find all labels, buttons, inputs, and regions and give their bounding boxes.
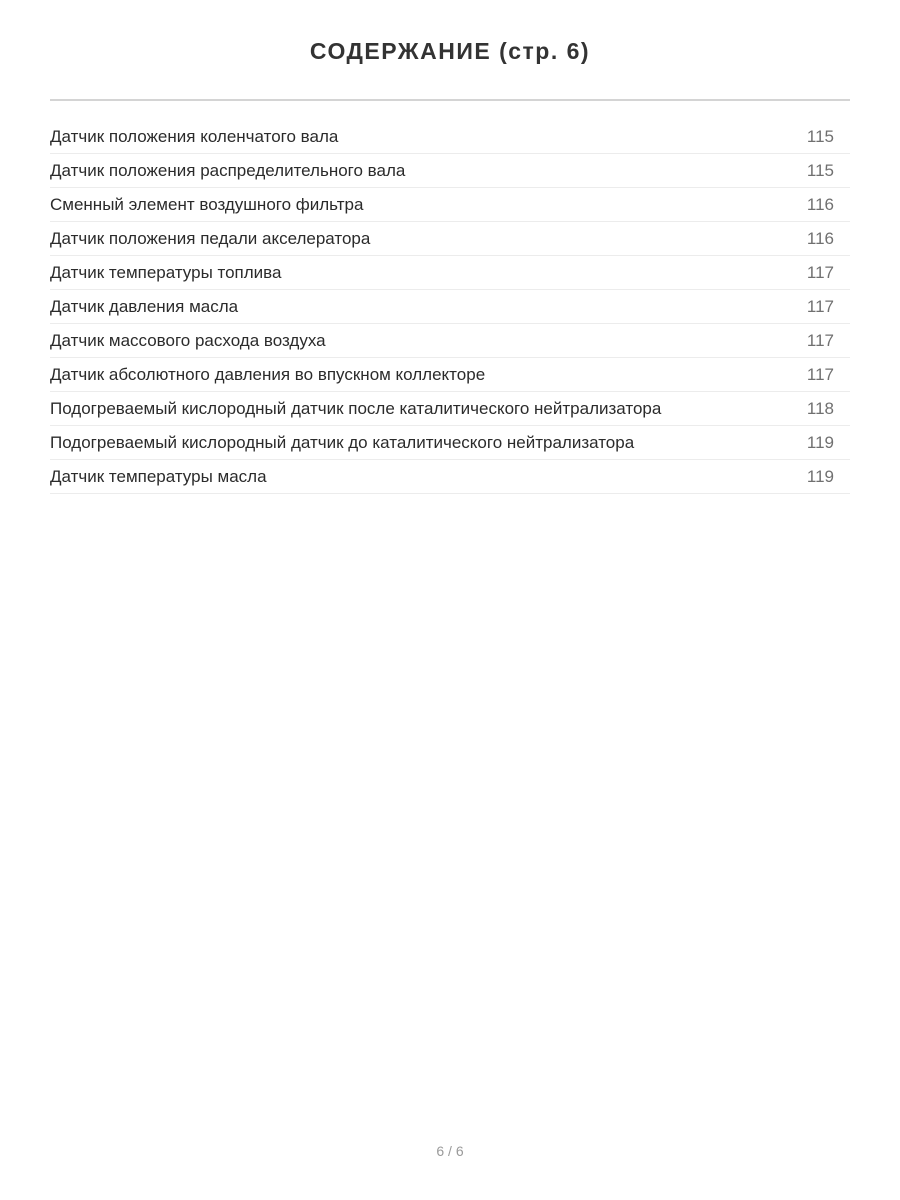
toc-entry-label: Датчик давления масла	[50, 297, 239, 316]
toc-entry-label: Подогреваемый кислородный датчик после каталитического нейтрализатора	[50, 399, 662, 418]
toc-entry-label: Датчик положения коленчатого вала	[50, 127, 339, 146]
toc-entry[interactable]	[50, 154, 850, 188]
toc-entry-label: Датчик положения распределительного вала	[50, 161, 406, 180]
toc-entry[interactable]	[50, 188, 850, 222]
toc-entry-page: 117	[806, 297, 834, 316]
toc-entry[interactable]	[50, 290, 850, 324]
toc-entry-page: 117	[806, 263, 834, 282]
toc-entry-label: Датчик абсолютного давления во впускном коллекторе	[50, 365, 486, 384]
toc-entry-page: 115	[806, 161, 834, 180]
toc-entry[interactable]	[50, 426, 850, 460]
toc-entry[interactable]	[50, 120, 850, 154]
toc-entry-label: Датчик температуры топлива	[50, 263, 282, 282]
toc-entry-page: 119	[806, 433, 834, 452]
toc-entry-page: 118	[806, 399, 834, 418]
toc-entry-page: 116	[806, 229, 834, 248]
toc-entry-page: 119	[806, 467, 834, 486]
toc-entry[interactable]	[50, 324, 850, 358]
toc-entry-label: Подогреваемый кислородный датчик до каталитического нейтрализатора	[50, 433, 635, 452]
page-title: СОДЕРЖАНИЕ (стр. 6)	[309, 38, 591, 64]
toc-entry-label: Датчик температуры масла	[50, 467, 267, 486]
toc-entry[interactable]	[50, 392, 850, 426]
title-divider	[50, 99, 850, 101]
toc-entry-page: 115	[806, 127, 834, 146]
toc-entry[interactable]	[50, 460, 850, 494]
toc-entry-page: 117	[806, 365, 834, 384]
toc-entry[interactable]	[50, 256, 850, 290]
toc-entry-label: Датчик положения педали акселератора	[50, 229, 371, 248]
toc-entry-page: 117	[806, 331, 834, 350]
toc-entry[interactable]	[50, 358, 850, 392]
toc-entry-page: 116	[806, 195, 834, 214]
toc-entry-label: Сменный элемент воздушного фильтра	[50, 195, 364, 214]
toc-entry[interactable]	[50, 222, 850, 256]
page-number: 6 / 6	[436, 1143, 464, 1159]
toc-list	[50, 120, 850, 494]
toc-entry-label: Датчик массового расхода воздуха	[50, 331, 326, 350]
